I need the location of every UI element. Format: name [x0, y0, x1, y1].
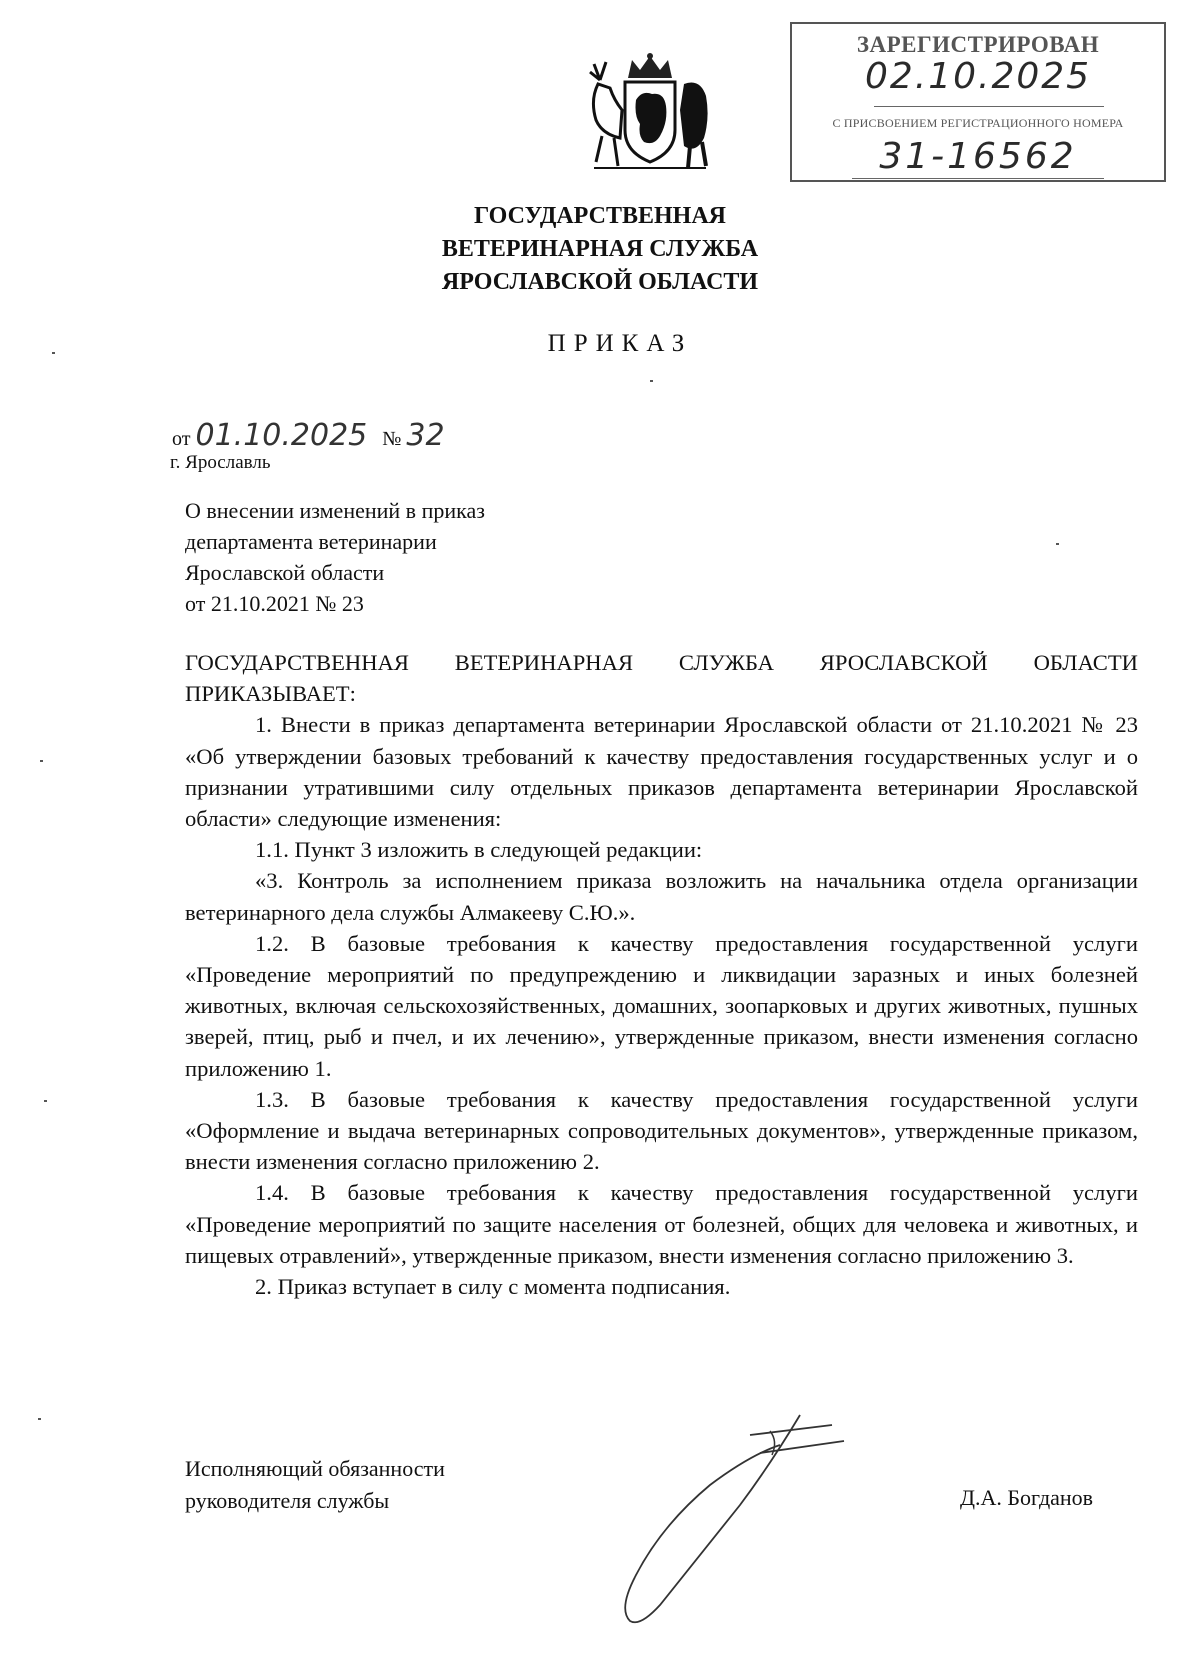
subject-line: от 21.10.2021 № 23: [185, 591, 364, 616]
order-body: [185, 647, 1138, 1302]
scan-speck: [40, 760, 43, 762]
order-city: г. Ярославль: [170, 452, 271, 473]
paragraph-2: 2. Приказ вступает в силу с момента подписания.: [255, 1274, 731, 1300]
number-prefix: №: [382, 428, 402, 450]
subject-line: департамента ветеринарии: [185, 529, 437, 554]
handwritten-signature-icon: [600, 1395, 860, 1635]
document-type: ПРИКАЗ: [547, 330, 693, 357]
scan-speck: [44, 1100, 47, 1102]
scan-speck: [650, 380, 653, 382]
coat-of-arms-icon: [580, 50, 720, 180]
position-line: Исполняющий обязанности: [185, 1456, 445, 1481]
stamp-divider: [874, 106, 1104, 107]
order-number: 32: [406, 418, 445, 453]
org-line: ГОСУДАРСТВЕННАЯ: [474, 203, 726, 229]
subject-line: Ярославской области: [185, 560, 385, 585]
stamp-date: 02.10.2025: [864, 56, 1092, 97]
stamp-subtitle: С ПРИСВОЕНИЕМ РЕГИСТРАЦИОННОГО НОМЕРА: [832, 116, 1124, 130]
org-line: ВЕТЕРИНАРНАЯ СЛУЖБА: [441, 236, 759, 262]
paragraph-1-1-text: «3. Контроль за исполнением приказа возложить на начальника отдела организации ветеринарного дела службы Алмакееву С.Ю.».: [185, 868, 1138, 925]
scan-speck: [1056, 543, 1059, 545]
subject-line: О внесении изменений в приказ: [185, 498, 485, 523]
preamble: ГОСУДАРСТВЕННАЯ ВЕТЕРИНАРНАЯ СЛУЖБА ЯРОСЛАВСКОЙ ОБЛАСТИ ПРИКАЗЫВАЕТ:: [185, 650, 1138, 707]
order-date: 01.10.2025: [195, 418, 368, 453]
scan-speck: [52, 352, 55, 354]
order-subject: [185, 495, 485, 619]
stamp-number: 31-16562: [879, 136, 1077, 177]
stamp-divider: [852, 178, 1104, 179]
signer-name: Д.А. Богданов: [960, 1485, 1094, 1510]
stamp-title: ЗАРЕГИСТРИРОВАН: [856, 32, 1100, 57]
paragraph-1-4: 1.4. В базовые требования к качеству предоставления государственной услуги «Проведение мероприятий по защите населения от болезней, общих для человека и животных, и пищевых отравлений», утвержденные приказом, внести изменения согласно приложению 3.: [185, 1180, 1138, 1268]
paragraph-1-3: 1.3. В базовые требования к качеству предоставления государственной услуги «Оформление и выдача ветеринарных сопроводительных документов», утвержденные приказом, внести изменения согласно приложению 2.: [185, 1086, 1138, 1175]
paragraph-1-1: 1.1. Пункт 3 изложить в следующей редакции:: [255, 837, 703, 863]
registration-stamp: [790, 22, 1166, 182]
org-line: ЯРОСЛАВСКОЙ ОБЛАСТИ: [441, 269, 759, 295]
position-line: руководителя службы: [185, 1488, 390, 1513]
date-prefix: от: [172, 428, 191, 450]
order-dateline: [172, 418, 445, 453]
scan-speck: [38, 1418, 41, 1420]
paragraph-1: 1. Внести в приказ департамента ветеринарии Ярославской области от 21.10.2021 № 23 «Об утверждении базовых требований к качеству предоставления государственных услуг и о признании утратившими силу отдельных приказов департамента ветеринарии Ярославской области» следующие изменения:: [185, 712, 1138, 832]
organization-name: [400, 200, 800, 299]
paragraph-1-2: 1.2. В базовые требования к качеству предоставления государственной услуги «Проведение мероприятий по предупреждению и ликвидации заразных и иных болезней животных, включая сельскохозяйственных, домашних, зоопарковых и других животных, пушных зверей, птиц, рыб и пчел, и их лечению», утвержденные приказом, внести изменения согласно приложению 1.: [185, 930, 1138, 1081]
signer-position: [185, 1453, 445, 1517]
